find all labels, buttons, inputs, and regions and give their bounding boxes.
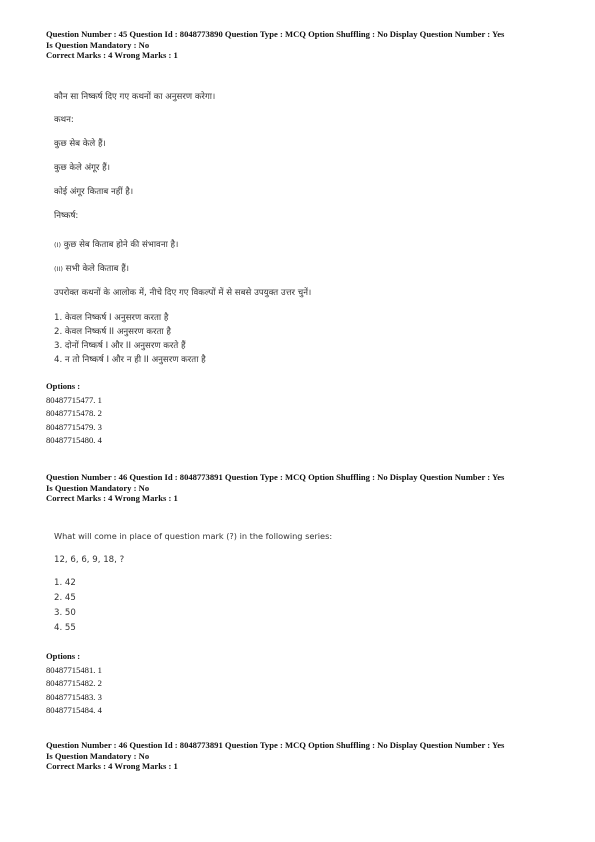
meta-line-3: Correct Marks : 4 Wrong Marks : 1 [46,50,178,61]
question-45-options [46,380,102,448]
instruction-text: उपरोक्त कथनों के आलोक में, नीचे दिए गए विकल्पों में से सबसे उपयुक्त उत्तर चुनें। [54,288,312,298]
choice-4: 4. 55 [54,623,76,633]
conclusion-1-number: (I) [54,241,61,249]
series-text: 12, 6, 6, 9, 18, ? [54,555,125,565]
conclusion-2-text: सभी केले किताब हैं। [65,264,130,274]
choice-1: 1. 42 [54,578,76,588]
option-2: 80487715478. 2 [46,408,102,419]
conclusion-1 [54,238,178,250]
question-text: What will come in place of question mark (?) in the following series: [54,531,333,541]
conclusion-1-text: कुछ सेब किताब होने की संभावना है। [63,240,179,250]
meta-line-1: Question Number : 46 Question Id : 8048773891 Question Type : MCQ Option Shuffling : No Display Question Number : Yes [46,472,505,482]
question-46-meta [46,472,562,504]
options-label: Options : [46,381,81,391]
choice-2: 2. केवल निष्कर्ष II अनुसरण करता है [54,327,171,337]
meta-line-2: Is Question Mandatory : No [46,750,150,761]
question-45-meta [46,29,562,61]
option-1: 80487715477. 1 [46,394,102,405]
meta-line-3: Correct Marks : 4 Wrong Marks : 1 [46,493,178,504]
statement-2: कुछ केले अंगूर हैं। [54,163,110,173]
option-1: 80487715481. 1 [46,664,102,675]
option-3: 80487715479. 3 [46,421,102,432]
choice-2: 2. 45 [54,593,76,603]
meta-line-2: Is Question Mandatory : No [46,39,150,50]
option-3: 80487715483. 3 [46,691,102,702]
meta-line-2: Is Question Mandatory : No [46,482,150,493]
meta-line-1: Question Number : 46 Question Id : 8048773891 Question Type : MCQ Option Shuffling : No Display Question Number : Yes [46,740,505,750]
choice-3: 3. 50 [54,608,76,618]
statements-label: कथन: [54,115,74,125]
conclusion-2-number: (II) [54,265,63,273]
option-2: 80487715482. 2 [46,678,102,689]
options-label: Options : [46,651,81,661]
choice-1: 1. केवल निष्कर्ष I अनुसरण करता है [54,313,169,323]
choice-4: 4. न तो निष्कर्ष I और न ही II अनुसरण करता है [54,355,206,365]
option-4: 80487715480. 4 [46,435,102,446]
option-4: 80487715484. 4 [46,705,102,716]
meta-line-3: Correct Marks : 4 Wrong Marks : 1 [46,761,178,772]
statement-1: कुछ सेब केले हैं। [54,139,106,149]
meta-line-1: Question Number : 45 Question Id : 8048773890 Question Type : MCQ Option Shuffling : No Display Question Number : Yes [46,29,505,39]
statement-3: कोई अंगूर किताब नहीं है। [54,187,134,197]
conclusions-label: निष्कर्ष: [54,211,79,221]
conclusion-2 [54,262,129,274]
question-46-options [46,650,102,718]
question-text: कौन सा निष्कर्ष दिए गए कथनों का अनुसरण करेगा। [54,92,216,102]
question-46-repeat-meta [46,740,562,772]
choice-3: 3. दोनों निष्कर्ष I और II अनुसरण करते हैं [54,341,186,351]
